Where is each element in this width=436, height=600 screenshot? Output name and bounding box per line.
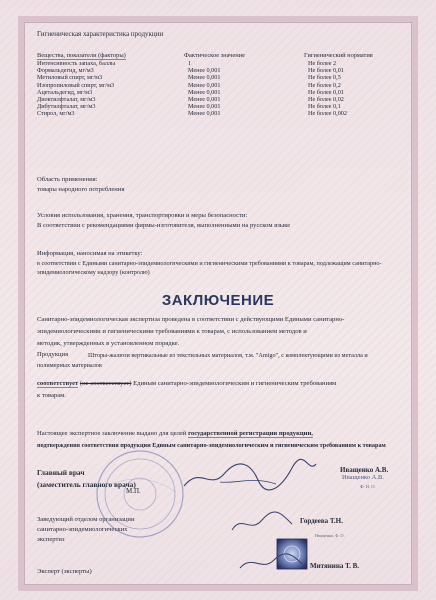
conditions-label: Условия использования, хранения, транспортировки и меры безопасности: [37, 212, 248, 219]
table-cell-actual: Менее 0,001 [188, 96, 221, 103]
table-cell-name: Стирол, мг/м3 [37, 110, 75, 118]
table-cell-norm: Не более 2 [308, 60, 337, 67]
purpose-line2: подтверждения соответствия продукции Единым санитарно-эпидемиологическим и гигиеническим требованиям к товарам [37, 442, 386, 449]
labeling-value-line1: в соответствии с Едиными санитарно-эпидемиологическими и гигиеническими требованиями к товарам, подлежащим санитарно- [37, 260, 382, 267]
section-title: Гигиеническая характеристика продукции [37, 30, 164, 38]
chief-name-stamp: Иващенко А.В. [342, 474, 384, 481]
dept-small: Иващенко, Ф. О. [315, 533, 345, 538]
dept-line1: Заведующий отделом организации [37, 516, 135, 523]
table-cell-name: Метиловый спирт, мг/м3 [37, 74, 103, 82]
application-value: товары народного потребления [37, 186, 125, 193]
table-cell-norm: Не более 0,2 [308, 81, 341, 89]
purpose-line1 [37, 428, 417, 440]
application-label: Область применения: [37, 176, 98, 183]
chief-subtitle: (заместитель главного врача) [37, 480, 136, 489]
table-cell-norm: Не более 0,5 [308, 74, 341, 82]
table-cell-name: Формальдегид, мг/м3 [37, 67, 94, 75]
purpose-text: Настоящее экспертное заключение выдано для целей [37, 430, 187, 437]
dept-signature [228, 508, 298, 538]
complies-strike: (не соответствует) [79, 380, 132, 387]
dept-line2: санитарно-эпидемиологических [37, 526, 128, 533]
conclusion-line1: Санитарно-эпидемиологическая экспертиза проведена в соответствии с действующими Едиными санитарно- [37, 316, 345, 323]
col-norm: Гигиенический норматив [304, 52, 373, 59]
table-cell-actual: Менее 0,001 [188, 103, 221, 111]
conclusion-line2: эпидемиологическими и гигиеническими требованиями к товарам, с использованием методов и [37, 328, 307, 335]
complies-rest: Единым санитарно-эпидемиологическим и гигиеническим требованиям [133, 380, 337, 387]
table-cell-name: Интенсивность запаха, баллы [37, 60, 116, 67]
table-cell-actual: Менее 0,001 [188, 74, 221, 82]
table-cell-name: Изопропиловый спирт, мг/м3 [37, 81, 115, 89]
conditions-value: В соответствии с рекомендациями фирмы-изготовителя, выполненными на русском языке [37, 222, 291, 229]
table-cell-name: Диоктилфталат, мг/м3 [37, 96, 96, 103]
table-cell-actual: Менее 0,001 [188, 67, 221, 75]
complies-bold: соответствует [37, 380, 79, 387]
col-actual: Фактическое значение [184, 52, 245, 59]
table-cell-norm: Не более 0,1 [308, 103, 341, 111]
tiny-code: Ф. И. О. [360, 484, 376, 489]
purpose-bold: государственной регистрации продукции, [188, 430, 313, 437]
product-label: Продукция [37, 351, 69, 358]
chief-signature [180, 456, 320, 496]
conclusion-line3: методик, утвержденных в установленном порядке. [37, 340, 180, 347]
product-line1: Шторы-жалюзи вертикальные из текстильных материалов, т.м. "Amigo", с комплектующими из металла и [88, 352, 368, 359]
table-cell-actual: Менее 0,001 [188, 110, 221, 118]
table-cell-norm: Не более 0,01 [308, 67, 344, 75]
table-cell-norm: Не более 0,002 [308, 110, 347, 118]
dept-line3: экспертиз [37, 536, 65, 543]
dept-name: Гордеева Т.Н. [300, 517, 343, 525]
product-line2: полимерных материалов [37, 362, 102, 369]
expert-name: Митянина Т. В. [310, 562, 360, 570]
expert-label: Эксперт (эксперты) [37, 568, 92, 575]
table-cell-norm: Не более 0,01 [308, 88, 344, 96]
conclusion-title: ЗАКЛЮЧЕНИЕ [161, 292, 275, 309]
expert-signature [236, 550, 306, 576]
complies-line [37, 378, 412, 390]
table-cell-actual: 1 [188, 60, 192, 67]
col-substances: Вещества, показатели (факторы) [37, 52, 126, 59]
stamp-mp: М.П. [126, 487, 141, 495]
table-cell-actual: Менее 0,001 [188, 81, 221, 89]
chief-title: Главный врач [37, 468, 85, 477]
chief-name: Иващенко А.В. [340, 466, 389, 474]
table-cell-name: Дибутилфталат, мг/м3 [37, 103, 96, 111]
table-cell-name: Ацетальдегид, мг/м3 [37, 88, 93, 96]
labeling-value-line2: эпидемиологическому надзору (контролю) [37, 269, 150, 276]
complies-line2: к товарам. [37, 392, 66, 399]
table-cell-actual: Менее 0,001 [188, 88, 221, 96]
labeling-label: Информация, наносимая на этикетку: [37, 250, 143, 257]
table-cell-norm: Не более 0,02 [308, 96, 344, 103]
